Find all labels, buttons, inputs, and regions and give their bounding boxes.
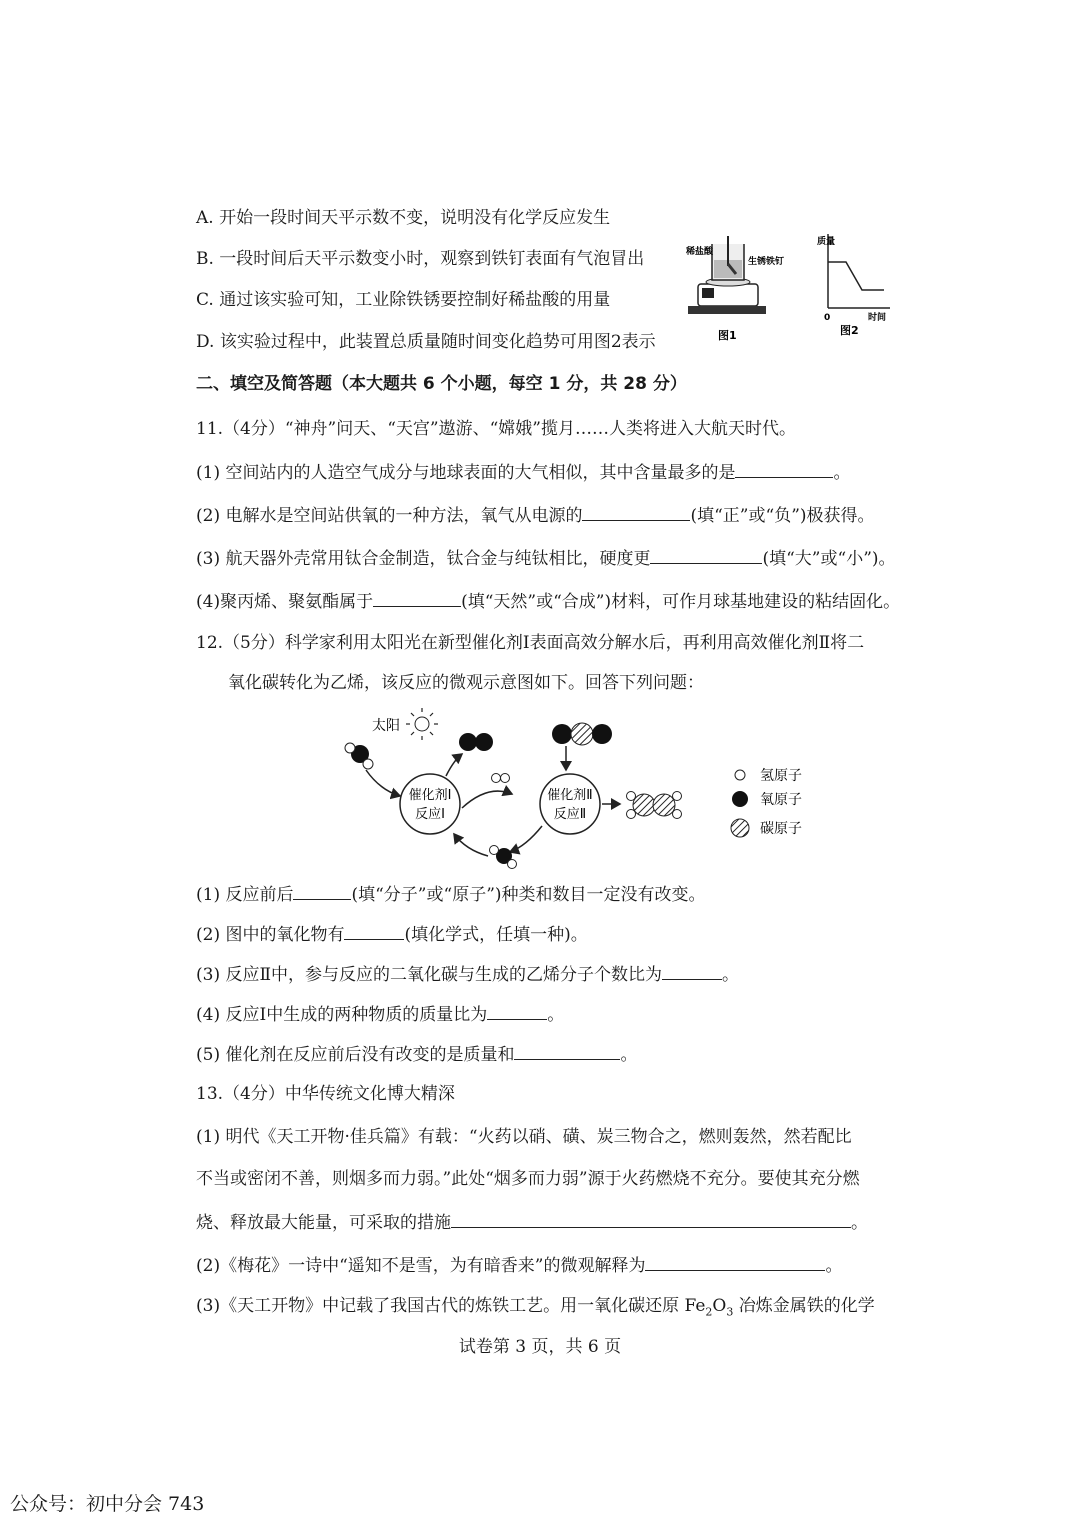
fig1-acid-label: 稀盐酸 xyxy=(686,247,714,257)
catalyst-2-label: 催化剂Ⅱ xyxy=(547,788,593,803)
reaction-diagram xyxy=(330,704,820,874)
answer-blank[interactable] xyxy=(514,1042,620,1060)
catalyst-1-circle xyxy=(400,774,460,834)
option-d: D. 该实验过程中，此装置总质量随时间变化趋势可用图2表示 xyxy=(196,332,656,352)
answer-blank[interactable] xyxy=(344,922,404,940)
q12-stem-line-2: 氧化碳转化为乙烯，该反应的微观示意图如下。回答下列问题： xyxy=(228,673,704,693)
legend-hydrogen: 氢原子 xyxy=(760,768,802,784)
hydrogen-molecule xyxy=(492,774,510,783)
fig1-caption: 图1 xyxy=(718,329,737,342)
option-c: C. 通过该实验可知，工业除铁锈要控制好稀盐酸的用量 xyxy=(196,290,611,310)
q11-part-1: (1) 空间站内的人造空气成分与地球表面的大气相似，其中含量最多的是 。 xyxy=(196,460,850,484)
fig1-nail-label: 生锈铁钉 xyxy=(748,257,785,267)
q12-part-3: (3) 反应Ⅱ中，参与反应的二氧化碳与生成的乙烯分子个数比为 。 xyxy=(196,962,739,986)
reaction-1-label: 反应Ⅰ xyxy=(415,807,445,822)
q11-part-2: (2) 电解水是空间站供氧的一种方法，氧气从电源的 (填“正”或“负”)极获得。 xyxy=(196,503,875,527)
answer-blank[interactable] xyxy=(735,460,833,478)
q13-part-1-line-2: 不当或密闭不善，则烟多而力弱。”此处“烟多而力弱”源于火药燃烧不充分。要使其充分燃 xyxy=(196,1169,860,1189)
figure-2-graph xyxy=(814,226,894,342)
q13-part-3: (3)《天工开物》中记载了我国古代的炼铁工艺。用一氧化碳还原 $Fe_2O_3$ 冶炼金属铁的化学 xyxy=(196,1296,875,1319)
q13-part-1-line-3: 烧、释放最大能量，可采取的措施 。 xyxy=(196,1210,868,1234)
legend-hydrogen-swatch xyxy=(735,770,745,780)
ethylene-molecule xyxy=(627,792,682,819)
option-b: B. 一段时间后天平示数变小时，观察到铁钉表面有气泡冒出 xyxy=(196,249,645,269)
q12-part-4: (4) 反应Ⅰ中生成的两种物质的质量比为 。 xyxy=(196,1002,564,1026)
catalyst-2-circle xyxy=(540,774,600,834)
fig2-caption: 图2 xyxy=(840,324,859,337)
q12-part-1: (1) 反应前后 (填“分子”或“原子”)种类和数目一定没有改变。 xyxy=(196,882,706,906)
answer-blank[interactable] xyxy=(662,962,722,980)
fig2-xlabel: 时间 xyxy=(868,313,887,323)
q13-part-2: (2)《梅花》一诗中“遥知不是雪，为有暗香来”的微观解释为 。 xyxy=(196,1253,842,1277)
answer-blank[interactable] xyxy=(645,1253,825,1271)
q13-part-1-line-1: (1) 明代《天工开物·佳兵篇》有载：“火药以硝、磺、炭三物合之，燃则轰然，然若配比 xyxy=(196,1127,852,1147)
catalyst-1-label: 催化剂Ⅰ xyxy=(408,788,452,803)
q11-part-3: (3) 航天器外壳常用钛合金制造，钛合金与纯钛相比，硬度更 (填“大”或“小”)。 xyxy=(196,546,896,570)
water-molecule xyxy=(345,743,373,769)
watermark-text: 公众号：初中分会 743 xyxy=(10,1493,205,1515)
q11-stem: 11.（4分）“神舟”问天、“天宫”遨游、“嫦娥”揽月……人类将进入大航天时代。 xyxy=(196,419,796,439)
answer-blank[interactable] xyxy=(451,1210,851,1228)
answer-blank[interactable] xyxy=(293,882,351,900)
q13-stem: 13.（4分）中华传统文化博大精深 xyxy=(196,1084,455,1104)
section-2-title: 二、填空及简答题（本大题共 6 个小题，每空 1 分，共 28 分） xyxy=(196,374,687,394)
legend-oxygen-swatch xyxy=(732,791,748,807)
water-molecule-recycled xyxy=(490,846,517,869)
reaction-2-label: 反应Ⅱ xyxy=(553,807,587,822)
answer-blank[interactable] xyxy=(650,546,762,564)
legend-oxygen: 氧原子 xyxy=(760,792,802,808)
sun-label: 太阳 xyxy=(372,718,400,734)
oxygen-molecule xyxy=(459,733,493,751)
fig2-ylabel: 质量 xyxy=(817,237,836,247)
q12-part-2: (2) 图中的氧化物有 (填化学式，任填一种)。 xyxy=(196,922,588,946)
page-footer: 试卷第 3 页，共 6 页 xyxy=(458,1337,622,1357)
q12-part-5: (5) 催化剂在反应前后没有改变的是质量和 。 xyxy=(196,1042,637,1066)
answer-blank[interactable] xyxy=(487,1002,547,1020)
q12-stem-line-1: 12.（5分）科学家利用太阳光在新型催化剂Ⅰ表面高效分解水后，再利用高效催化剂Ⅱ将二 xyxy=(196,633,865,653)
legend-carbon-swatch xyxy=(731,819,749,837)
carbon-dioxide-molecule xyxy=(552,723,612,745)
sun-icon xyxy=(406,708,438,740)
option-a: A. 开始一段时间天平示数不变，说明没有化学反应发生 xyxy=(196,208,611,228)
q11-part-4: (4)聚丙烯、聚氨酯属于 (填“天然”或“合成”)材料，可作月球基地建设的粘结固化。 xyxy=(196,589,900,613)
answer-blank[interactable] xyxy=(582,503,690,521)
answer-blank[interactable] xyxy=(373,589,461,607)
legend-carbon: 碳原子 xyxy=(760,821,802,837)
figure-1-balance xyxy=(684,226,804,346)
fig2-origin: 0 xyxy=(824,313,831,323)
